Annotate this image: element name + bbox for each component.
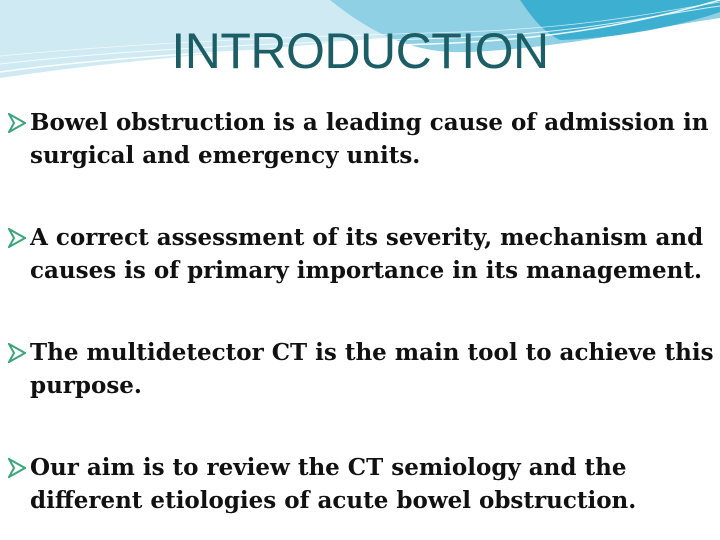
arrow-bullet-icon: [8, 458, 26, 478]
slide-title: INTRODUCTION: [171, 23, 549, 79]
bullet-item: [8, 451, 714, 517]
bullet-text: Bowel obstruction is a leading cause of admission in surgical and emergency units.: [30, 109, 709, 169]
arrow-bullet-icon: [8, 228, 26, 248]
arrow-bullet-icon: [8, 343, 26, 363]
bullet-text: Our aim is to review the CT semiology and the different etiologies of acute bowel obstruction.: [30, 454, 637, 514]
arrow-bullet-icon: [8, 113, 26, 133]
bullet-item: [8, 336, 714, 402]
bullet-list: [8, 106, 714, 517]
bullet-text: The multidetector CT is the main tool to achieve this purpose.: [30, 339, 714, 399]
bullet-item: [8, 106, 714, 172]
bullet-text: A correct assessment of its severity, mechanism and causes is of primary importance in its management.: [30, 224, 704, 284]
bullet-item: [8, 221, 714, 287]
